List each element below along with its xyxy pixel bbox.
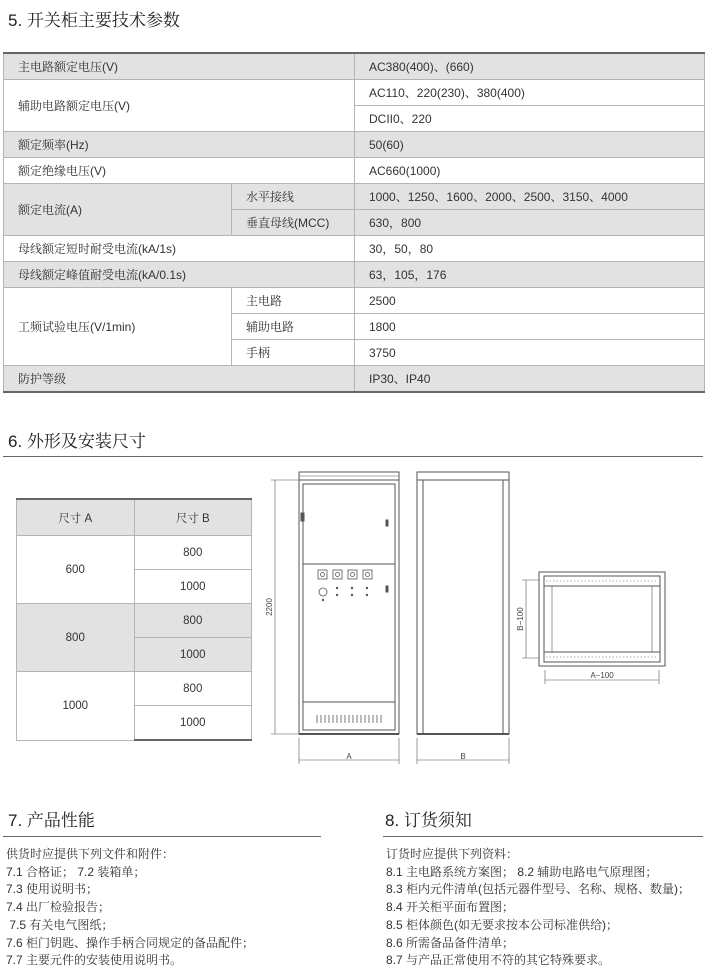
list-item: 7.3 使用说明书； [6, 882, 99, 897]
list-item: 8.3 柜内元件清单(包括元器件型号、名称、规格、数量)； [386, 882, 691, 897]
section-divider [383, 836, 703, 837]
cabinet-drawing [255, 468, 705, 778]
plan-depth-label: B−100 [516, 607, 525, 631]
list-item: 7.1 合格证； 7.2 装箱单； [6, 864, 146, 879]
plan-view [522, 572, 665, 684]
table-row [4, 53, 705, 80]
section8-list [386, 846, 690, 970]
list-item: 8.5 柜体颜色(如无要求按本公司标准供给)； [386, 917, 619, 932]
spec-value: 3750 [355, 340, 705, 366]
section6-title: 6. 外形及安装尺寸 [8, 432, 146, 451]
list-item: 8.1 主电路系统方案图； 8.2 辅助电路电气原理图； [386, 864, 658, 879]
list-item: 7.5 有关电气图纸； [6, 917, 114, 932]
spec-value: IP30、IP40 [355, 366, 705, 393]
spec-value: 2500 [355, 288, 705, 314]
spec-label: 额定绝缘电压(V) [4, 158, 355, 184]
table-row [4, 366, 705, 393]
dim-a-cell: 800 [17, 604, 135, 672]
spec-value: AC110、220(230)、380(400) [355, 80, 705, 106]
plan-width-label: A−100 [590, 671, 614, 680]
table-row [17, 536, 252, 570]
table-row [4, 80, 705, 106]
table-row [17, 604, 252, 638]
spec-value: 1000、1250、1600、2000、2500、3150、4000 [355, 184, 705, 210]
section-divider [3, 836, 321, 837]
spec-sublabel: 主电路 [232, 288, 355, 314]
list-item: 7.7 主要元件的安装使用说明书。 [6, 953, 183, 968]
spec-sublabel: 辅助电路 [232, 314, 355, 340]
column-header: 尺寸 B [134, 499, 252, 536]
table-row [4, 262, 705, 288]
spec-label: 母线额定短时耐受电流(kA/1s) [4, 236, 355, 262]
dim-a-cell: 600 [17, 536, 135, 604]
spec-label: 额定频率(Hz) [4, 132, 355, 158]
section-divider [3, 456, 703, 457]
spec-value: 50(60) [355, 132, 705, 158]
dim-b-cell: 1000 [134, 706, 252, 741]
spec-label: 工频试验电压(V/1min) [4, 288, 232, 366]
spec-label: 母线额定峰值耐受电流(kA/0.1s) [4, 262, 355, 288]
section7-list [6, 846, 254, 970]
spec-value: 630，800 [355, 210, 705, 236]
dimension-table [16, 498, 252, 741]
list-item: 订货时应提供下列资料： [386, 847, 519, 861]
spec-value: 30，50，80 [355, 236, 705, 262]
spec-label: 主电路额定电压(V) [4, 53, 355, 80]
spec-sublabel: 水平接线 [232, 184, 355, 210]
column-header: 尺寸 A [17, 499, 135, 536]
list-item: 7.4 出厂检验报告； [6, 900, 111, 915]
spec-value: AC380(400)、(660) [355, 53, 705, 80]
side-width-label: B [460, 752, 466, 761]
height-label: 2200 [265, 598, 274, 616]
list-item: 8.6 所需备品备件清单； [386, 935, 515, 950]
dim-a-cell: 1000 [17, 672, 135, 741]
section8-title: 8. 订货须知 [385, 811, 472, 830]
side-view [417, 472, 509, 764]
spec-label: 额定电流(A) [4, 184, 232, 236]
dim-b-cell: 800 [134, 672, 252, 706]
table-row [4, 236, 705, 262]
section7-title: 7. 产品性能 [8, 811, 95, 830]
spec-value: AC660(1000) [355, 158, 705, 184]
dim-b-cell: 800 [134, 604, 252, 638]
spec-value: DCII0、220 [355, 106, 705, 132]
dim-b-cell: 1000 [134, 638, 252, 672]
spec-value: 1800 [355, 314, 705, 340]
table-row [4, 184, 705, 210]
spec-label: 防护等级 [4, 366, 355, 393]
dim-b-cell: 800 [134, 536, 252, 570]
table-row [17, 499, 252, 536]
spec-value: 63，105，176 [355, 262, 705, 288]
dim-b-cell: 1000 [134, 570, 252, 604]
table-row [4, 158, 705, 184]
table-row [4, 132, 705, 158]
spec-sublabel: 垂直母线(MCC) [232, 210, 355, 236]
section5-title: 5. 开关柜主要技术参数 [8, 11, 180, 30]
front-width-label: A [346, 752, 352, 761]
list-item: 供货时应提供下列文件和附件： [6, 847, 175, 861]
list-item: 7.6 柜门钥匙、操作手柄合同规定的备品配件； [6, 935, 255, 950]
spec-table [3, 52, 705, 393]
table-row [4, 288, 705, 314]
table-row [17, 672, 252, 706]
list-item: 8.4 开关柜平面布置图； [386, 900, 515, 915]
spec-label: 辅助电路额定电压(V) [4, 80, 355, 132]
spec-sublabel: 手柄 [232, 340, 355, 366]
list-item: 8.7 与产品正常使用不符的其它特殊要求。 [386, 953, 611, 968]
front-view [271, 472, 399, 764]
